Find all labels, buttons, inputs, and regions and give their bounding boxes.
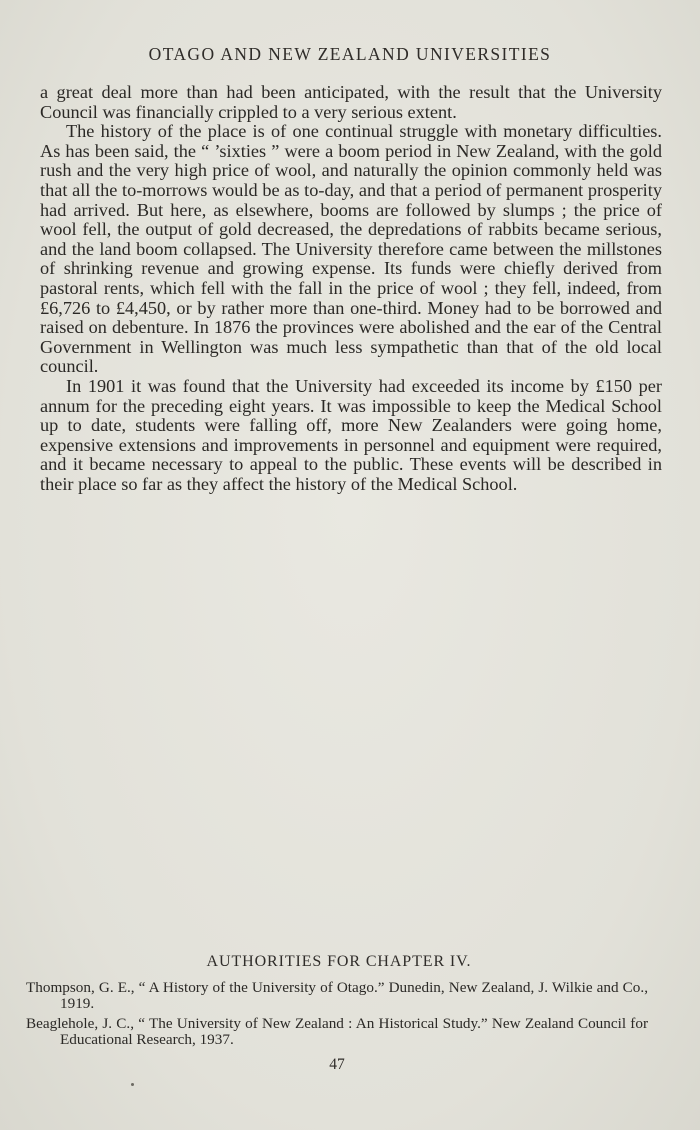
reference-item: Beaglehole, J. C., “ The University of New Zealand : An Historical Study.” New Zealand Council for Educational Research, 1937.: [26, 1014, 648, 1049]
reference-item: Thompson, G. E., “ A History of the University of Otago.” Dunedin, New Zealand, J. Wilkie and Co., 1919.: [26, 979, 648, 1013]
paper-speck: [131, 1083, 134, 1086]
paragraph-1901-deficit: In 1901 it was found that the University had exceeded its income by £150 per annum for the preceding eight years. It was impossible to keep the Medical School up to date, students were falling off, more New Zealanders were going home, expensive extensions and improvements in personnel and equipment were required, and it became necessary to appeal to the public. These events will be described in their place so far as they affect the history of the Medical School.: [40, 375, 662, 494]
paragraph-continuation: a great deal more than had been anticipated, with the result that the University Council was financially crippled to a very serious extent.: [40, 82, 662, 122]
authorities-heading: AUTHORITIES FOR CHAPTER IV.: [206, 953, 472, 970]
page-number: 47: [329, 1056, 345, 1073]
running-head: OTAGO AND NEW ZEALAND UNIVERSITIES: [148, 44, 552, 64]
paragraph-monetary-difficulties: The history of the place is of one continual struggle with monetary difficulties. As has been said, the “ ’sixties ” were a boom period in New Zealand, with the gold rush and the very high price of wool, and naturally the opinion commonly held was that all the to-morrows would be as to-day, and that a period of permanent prosperity had arrived. But here, as elsewhere, booms are followed by slumps ; the price of wool fell, the output of gold decreased, the depredations of rabbits became serious, and the land boom collapsed. The University therefore came between the millstones of shrinking revenue and growing expense. Its funds were chiefly derived from pastoral rents, which fell with the fall in the price of wool ; they fell, indeed, from £6,726 to £4,450, or by rather more than one-third. Money had to be borrowed and raised on debenture. In 1876 the provinces were abolished and the ear of the Central Government in Wellington was much less sympathetic than that of the old local council.: [40, 121, 662, 377]
references-list: [26, 980, 648, 1052]
body-text: [40, 83, 662, 494]
